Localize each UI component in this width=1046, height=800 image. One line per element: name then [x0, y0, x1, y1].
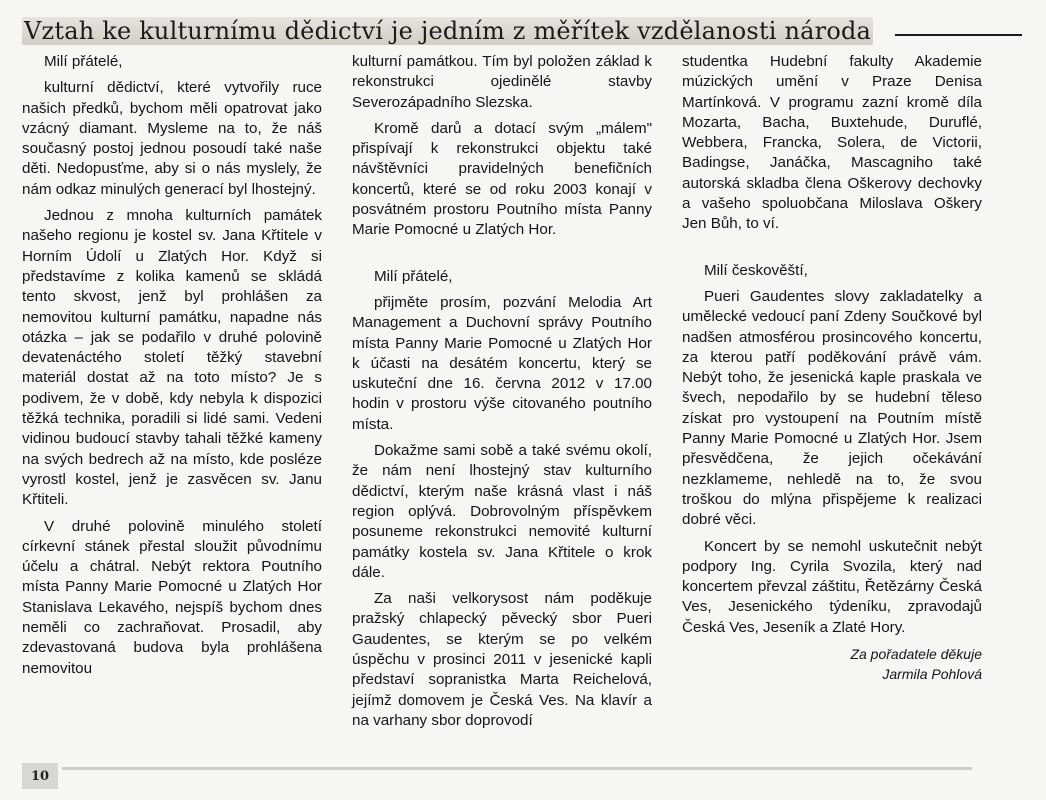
paragraph: Kromě darů a dotací svým „málem" přispívají k rekonstrukci objektu také návštěvníci pravidelných benefičních koncertů, které se od roku 2003 konají v posvátném prostoru Poutního místa Panny Marie Pomocné u Zlatých Hor.	[352, 119, 652, 239]
footer-rule	[62, 767, 972, 770]
article-headline	[22, 14, 1022, 48]
paragraph: Dokažme sami sobě a také svému okolí, že nám není lhostejný stav kulturního dědictví, kterým naše krásná vlast i náš region oplývá. Dobrovolným příspěvkem posuneme rekonstrukci nemovité kulturní památky kostela sv. Jana Křtitele o krok dále.	[352, 442, 652, 581]
page-number: 10	[22, 763, 58, 789]
paragraph: studentka Hudební fakulty Akademie múzických umění v Praze Denisa Martínková. V programu zazní kromě díla Mozarta, Bacha, Buxtehude, Duruflé, Webbera, Francka, Solera, de Victorii, Badingse, Janáčka, Mascagniho také autorská skladba člena Oškerovy dechovky a vašeho spoluobčana Miloslava Oškery Jen Bůh, to ví.	[682, 53, 982, 233]
article-body	[22, 52, 982, 752]
headline-text: Vztah ke kulturnímu dědictví je jedním z měřítek vzdělanosti národa	[24, 17, 872, 45]
paragraph: Jednou z mnoha kulturních památek našeho regionu je kostel sv. Jana Křtitele v Horním Údolí u Zlatých Hor. Když si představíme z kolika kamenů se skládá tento skvost, jenž byl prohlášen za nemovitou kulturní památku, napadne nás otázka – jak se podařilo v druhé polovině devatenáctého století těžký stavební materiál dostat až na toto místo? Je s podivem, že v době, kdy nebyla k dispozici těžká technika, poradili si lidé sami. Vedeni vidinou budoucí stavby tahali těžké kameny na svých bedrech až na místo, kde posléze vyrostl kostel, jenž je zasvěcen sv. Janu Křtiteli.	[22, 207, 322, 509]
signature-line-1: Za pořadatele děkuje	[850, 646, 982, 663]
salutation: Milí přátelé,	[44, 53, 123, 70]
signature	[682, 644, 982, 684]
column-3	[682, 52, 982, 752]
paragraph: kulturní památkou. Tím byl položen základ k rekonstrukci ojedinělé stavby Severozápadního Slezska.	[352, 53, 652, 111]
paragraph: Pueri Gaudentes slovy zakladatelky a umělecké vedoucí paní Zdeny Součkové byl nadšen atmosférou prosincového koncertu, za kterou patří poděkování právě vám. Nebýt toho, že jesenická kaple praskala ve švech, nepodařilo by se hudební těleso získat pro vystoupení na Poutním místě Panny Marie Pomocné u Zlatých Hor. Jsem přesvědčena, že jejich očekávání nezklameme, nehledě na to, že svou troškou do mlýna přispějeme k realizaci dobré věci.	[682, 287, 982, 529]
column-1	[22, 52, 322, 752]
paragraph: V druhé polovině minulého století církevní stánek přestal sloužit původnímu účelu a chátral. Nebýt rektora Poutního místa Panny Marie Pomocné u Zlatých Hor Stanislava Lekavého, nejspíš bychom dnes neměli co zachraňovat. Prosadil, aby zdevastovaná budova byla prohlášena nemovitou	[22, 517, 322, 677]
headline-rule	[895, 34, 1022, 36]
section-gap	[352, 247, 652, 267]
paragraph: Koncert by se nemohl uskutečnit nebýt podpory Ing. Cyrila Svozila, který nad koncertem převzal záštitu, Řetězárny Česká Ves, Jesenického týdeníku, zpravodajů Česká Ves, Jeseník a Zlaté Hory.	[682, 537, 982, 636]
signature-line-2: Jarmila Pohlová	[882, 666, 982, 683]
page-footer	[22, 762, 972, 790]
column-2	[352, 52, 652, 752]
paragraph: kulturní dědictví, které vytvořily ruce našich předků, bychom měli opatrovat jako vzácný diamant. Mysleme na to, že náš současný postoj jednou posoudí také naše děti. Nedopusťme, aby si o nás myslely, že nám odkaz minulých generací byl lhostejný.	[22, 79, 322, 198]
salutation: Milí českověští,	[704, 261, 808, 279]
paragraph: Za naši velkorysost nám poděkuje pražský chlapecký pěvecký sbor Pueri Gaudentes, se kterým se po velkém úspěchu v prosinci 2011 v jesenické kapli představí sopranistka Marta Reichelová, jejímž domovem je Česká Ves. Na klavír a na varhany sbor doprovodí	[352, 590, 652, 729]
salutation: Milí přátelé,	[374, 267, 453, 285]
paragraph: přijměte prosím, pozvání Melodia Art Management a Duchovní správy Poutního místa Panny Marie Pomocné u Zlatých Hor k účasti na desátém koncertu, který se uskuteční dne 16. června 2012 v 17.00 hodin v prostoru výše citovaného poutního místa.	[352, 293, 652, 433]
section-gap	[682, 241, 982, 261]
